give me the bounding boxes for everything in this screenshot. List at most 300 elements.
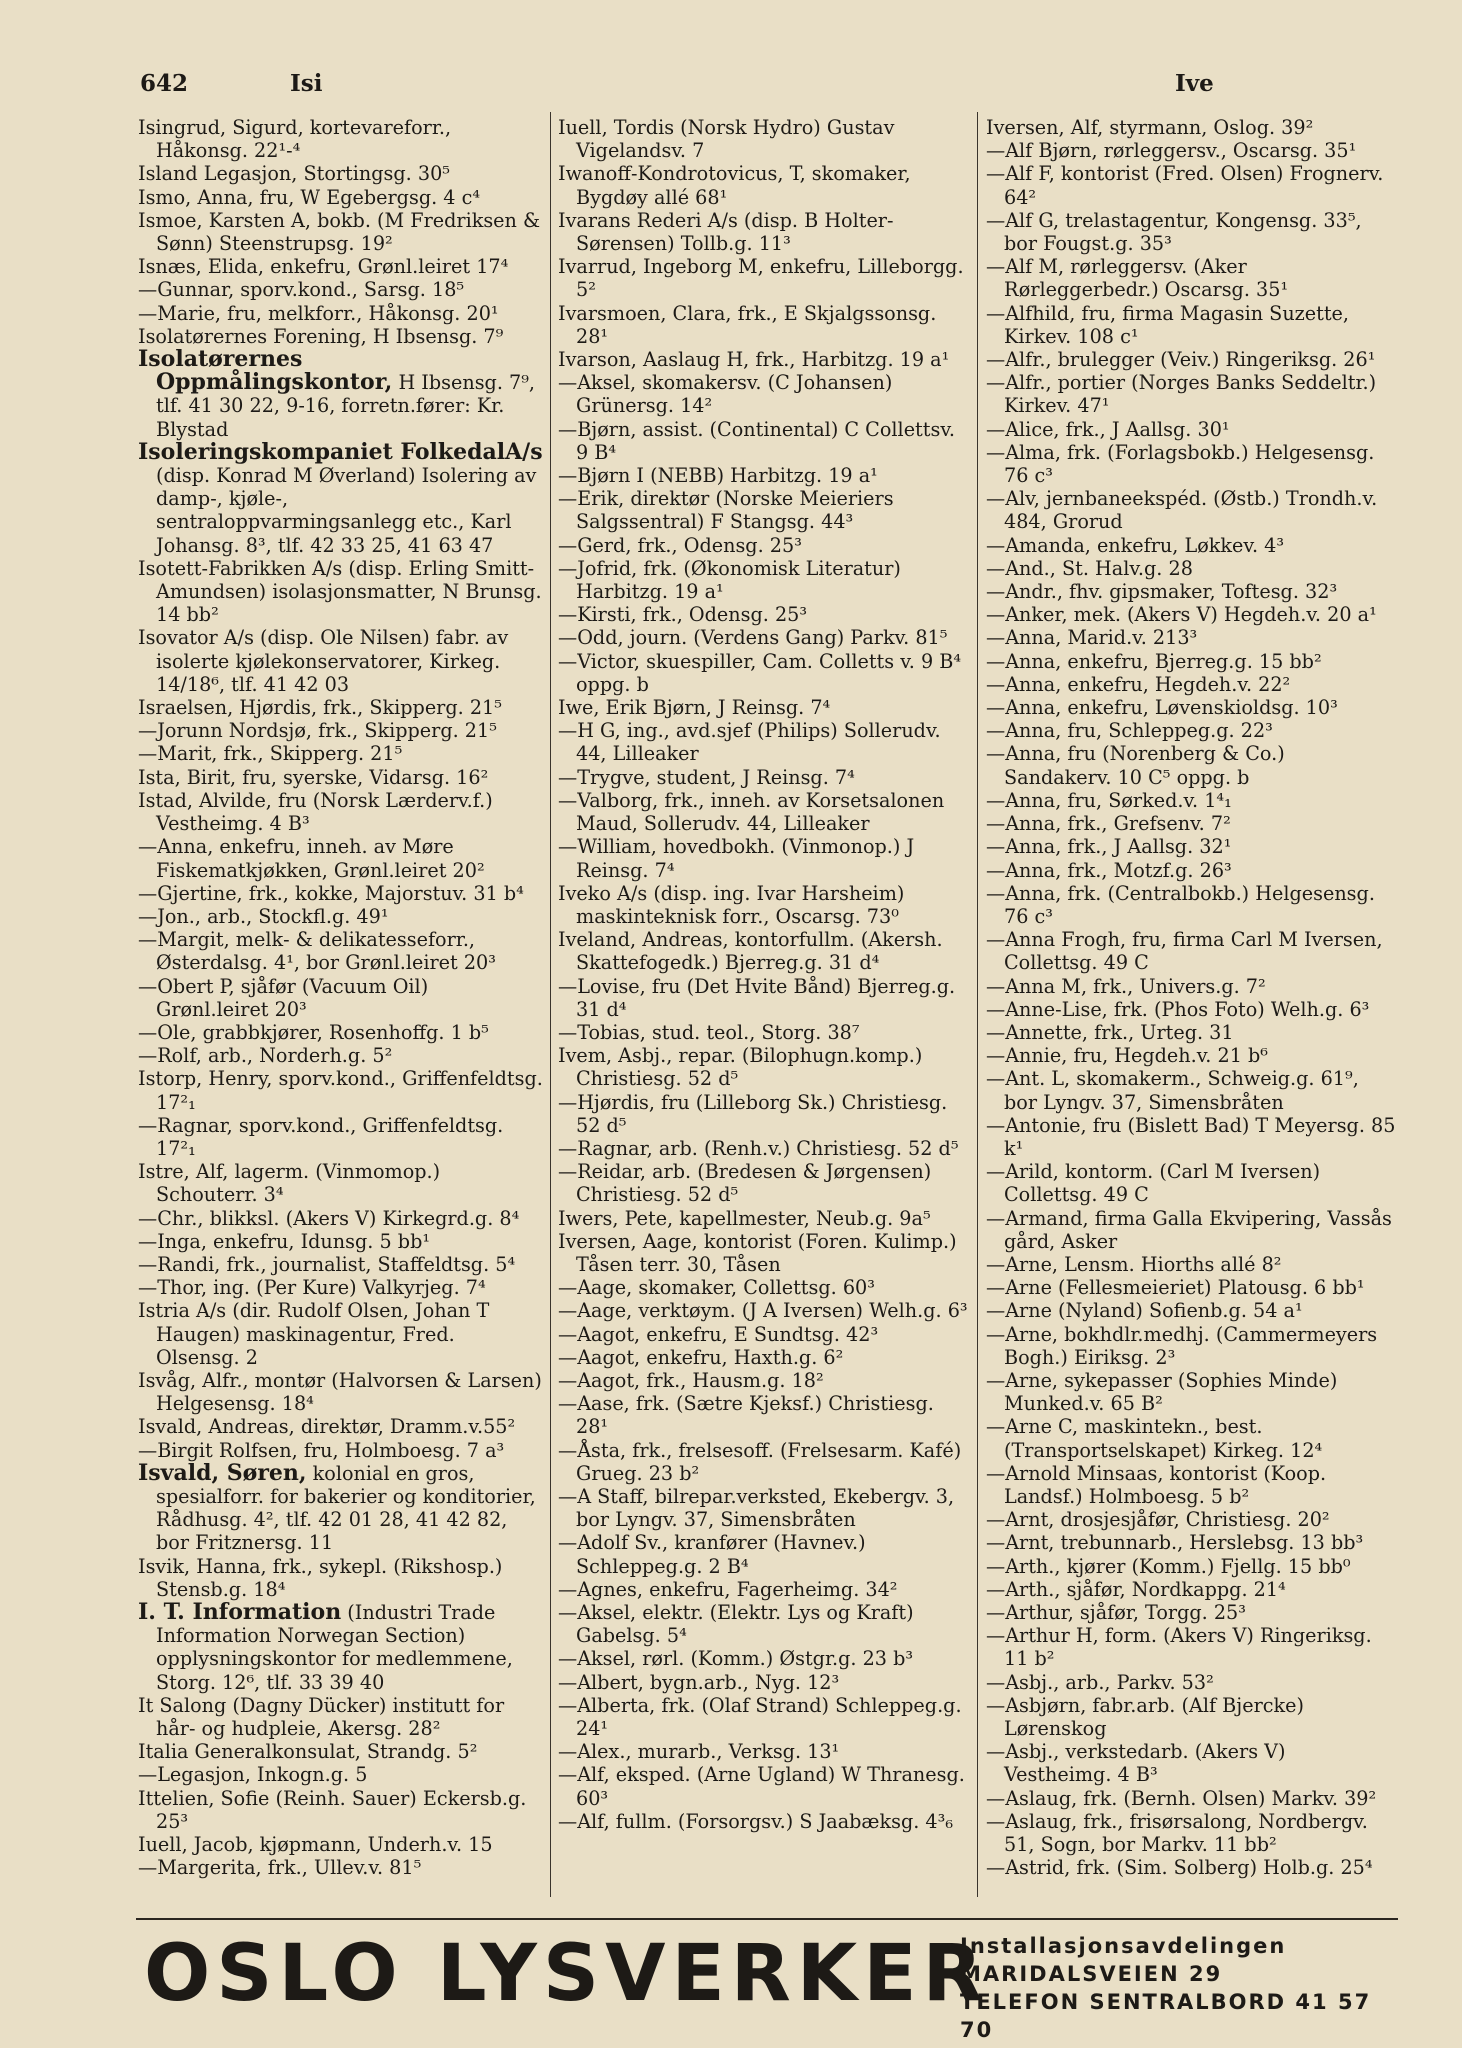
entry-text: —Aage, skomaker, Collettsg. 60³	[558, 1276, 875, 1300]
directory-entry	[558, 1276, 970, 1299]
directory-entry	[138, 348, 544, 441]
entry-text: —Anna, frk., J Aallsg. 32¹	[986, 835, 1232, 859]
directory-entry	[986, 998, 1396, 1021]
entry-text: —Anna, enkefru, Løvenskioldsg. 10³	[986, 696, 1338, 720]
directory-entry	[558, 1392, 970, 1438]
directory-entry	[558, 1647, 970, 1670]
directory-entry	[986, 1369, 1396, 1415]
entry-text: —Arth., kjører (Komm.) Fjellg. 15 bb⁰	[986, 1554, 1351, 1578]
directory-entry	[558, 835, 970, 881]
entry-text: Island Legasjon, Stortingsg. 30⁵	[138, 162, 450, 186]
directory-entry	[558, 371, 970, 417]
column-2	[558, 116, 970, 1896]
directory-entry	[558, 534, 970, 557]
entry-text: —Aslaug, frk., frisørsalong, Nordbergv. 51, Sogn, bor Markv. 11 bb²	[986, 1809, 1368, 1857]
directory-entry	[558, 464, 970, 487]
directory-entry	[986, 1601, 1396, 1624]
entry-text: —Tobias, stud. teol., Storg. 38⁷	[558, 1020, 860, 1044]
entry-text: Isvåg, Alfr., montør (Halvorsen & Larsen) Helgesensg. 18⁴	[138, 1368, 542, 1416]
entry-text: —Alberta, frk. (Olaf Strand) Schleppeg.g. 24¹	[558, 1693, 962, 1741]
directory-entry	[986, 1299, 1396, 1322]
entry-text: —Thor, ing. (Per Kure) Valkyrjeg. 7⁴	[138, 1276, 486, 1300]
directory-entry	[986, 812, 1396, 835]
directory-entry	[558, 1160, 970, 1206]
entry-text: Isotett‐Fabrikken A/s (disp. Erling Smitt‐Amundsen) isolasjonsmatter, N Brunsg. 14 bb²	[138, 556, 542, 627]
entry-text: —Aase, frk. (Sætre Kjeksf.) Christiesg. 28¹	[558, 1392, 934, 1439]
directory-entry	[986, 835, 1396, 858]
entry-text: —Jorunn Nordsjø, frk., Skipperg. 21⁵	[138, 719, 497, 743]
page-number: 642	[140, 70, 189, 97]
entry-text: —Aksel, rørl. (Komm.) Østgr.g. 23 b³	[558, 1647, 914, 1671]
entry-text: —Randi, frk., journalist, Staffeldtsg. 5⁴	[138, 1252, 516, 1276]
entry-text: —Albert, bygn.arb., Nyg. 12³	[558, 1670, 840, 1694]
entry-text: Iveland, Andreas, kontorfullm. (Akersh. Skattefogedk.) Bjerreg.g. 31 d⁴	[558, 928, 943, 975]
directory-entry	[558, 975, 970, 1021]
entry-text: Ivem, Asbj., repar. (Bilophugn.komp.) Christiesg. 52 d⁵	[558, 1044, 923, 1091]
directory-entry	[138, 1160, 544, 1206]
entry-text: —Ragnar, sporv.kond., Griffenfeldtsg. 17²₁	[138, 1113, 504, 1160]
entry-text: —Obert P, sjåfør (Vacuum Oil) Grønl.leiret 20³	[138, 974, 429, 1021]
directory-entry	[558, 789, 970, 835]
entry-text: —Aagot, enkefru, Haxth.g. 6²	[558, 1345, 844, 1369]
directory-entry	[558, 1230, 970, 1276]
entry-text: —Arne, bokhdlr.medhj. (Cammermeyers Bogh.) Eiriksg. 2³	[986, 1322, 1378, 1369]
entry-text: Isnæs, Elida, enkefru, Grønl.leiret 17⁴	[138, 255, 509, 279]
entry-text: —Ole, grabbkjører, Rosenhoffg. 1 b⁵	[138, 1020, 489, 1044]
entry-text: Ista, Birit, fru, syerske, Vidarsg. 16²	[138, 765, 489, 789]
entry-text: —Aagot, frk., Hausm.g. 18²	[558, 1368, 824, 1392]
directory-entry	[558, 1763, 970, 1809]
directory-entry	[138, 1114, 544, 1160]
directory-entry	[986, 975, 1396, 998]
directory-entry	[138, 1369, 544, 1415]
directory-entry	[138, 1555, 544, 1601]
entry-text: —Arthur, sjåfør, Torgg. 25³	[986, 1601, 1246, 1624]
directory-entry	[138, 626, 544, 696]
directory-entry	[558, 626, 970, 649]
ad-contact-block	[960, 1932, 1400, 2044]
directory-entry	[558, 1091, 970, 1137]
right-guide-word: Ive	[1175, 70, 1214, 97]
directory-entry	[986, 1044, 1396, 1067]
entry-text: —Bjørn I (NEBB) Harbitzg. 19 a¹	[558, 464, 878, 488]
entry-text: —Jon., arb., Stockfl.g. 49¹	[138, 904, 389, 928]
entry-text: —Marie, fru, melkforr., Håkonsg. 20¹	[138, 301, 499, 325]
directory-entry	[558, 1671, 970, 1694]
entry-text: Ivarson, Aaslaug H, frk., Harbitzg. 19 a¹	[558, 348, 950, 372]
directory-entry	[558, 1740, 970, 1763]
directory-entry	[986, 1253, 1396, 1276]
directory-entry	[138, 1787, 544, 1833]
entry-text: —Anna, frk., Motzf.g. 26³	[986, 858, 1232, 882]
directory-entry	[558, 1346, 970, 1369]
entry-text: —Alfr., brulegger (Veiv.) Ringeriksg. 26¹	[986, 348, 1376, 372]
advertisement-banner	[136, 1918, 1398, 2042]
directory-entry	[138, 255, 544, 278]
directory-entry	[986, 1276, 1396, 1299]
directory-entry	[558, 1299, 970, 1322]
directory-entry	[986, 1067, 1396, 1113]
entry-text: Isvald, Andreas, direktør, Dramm.v.55²	[138, 1415, 516, 1439]
entry-text: —Alfr., portier (Norges Banks Seddeltr.) Kirkev. 47¹	[986, 371, 1377, 418]
entry-text: Istad, Alvilde, fru (Norsk Lærderv.f.) Vestheimg. 4 B³	[138, 788, 493, 836]
entry-text: —Margit, melk‐ & delikatesseforr., Østerdalsg. 4¹, bor Grønl.leiret 20³	[138, 928, 496, 975]
directory-entry	[986, 1810, 1396, 1856]
entry-text: Ittelien, Sofie (Reinh. Sauer) Eckersb.g. 25³	[138, 1786, 527, 1833]
directory-entry	[986, 1531, 1396, 1554]
directory-entry	[986, 418, 1396, 441]
directory-entry	[138, 1763, 544, 1786]
directory-entry	[986, 1207, 1396, 1253]
directory-entry	[986, 1624, 1396, 1670]
directory-entry	[986, 859, 1396, 882]
entry-text: —Annette, frk., Urteg. 31	[986, 1020, 1234, 1044]
entry-text: —Aage, verktøym. (J A Iversen) Welh.g. 6³	[558, 1299, 968, 1323]
entry-text: Isvik, Hanna, frk., sykepl. (Rikshosp.) Stensb.g. 18⁴	[138, 1554, 503, 1601]
entry-text: —And., St. Halv.g. 28	[986, 556, 1193, 580]
entry-text: —Andr., fhv. gipsmaker, Toftesg. 32³	[986, 580, 1338, 604]
entry-text: —Adolf Sv., kranfører (Havnev.) Schleppeg.g. 2 B⁴	[558, 1531, 866, 1578]
entry-text: —Anna M, frk., Univers.g. 7²	[986, 974, 1266, 998]
entry-text: —Arnt, drosjesjåfør, Christiesg. 20²	[986, 1508, 1330, 1532]
directory-entry	[558, 1810, 970, 1833]
entry-text: —Hjørdis, fru (Lilleborg Sk.) Christiesg. 52 d⁵	[558, 1090, 948, 1137]
column-3	[986, 116, 1396, 1896]
directory-entry	[558, 302, 970, 348]
directory-entry	[138, 278, 544, 301]
directory-entry	[986, 1671, 1396, 1694]
entry-heading: Isolatørernes Oppmålingskontor,	[138, 346, 393, 396]
column-divider	[550, 112, 551, 1897]
entry-text: Ivarrud, Ingeborg M, enkefru, Lilleborgg. 5²	[558, 255, 964, 302]
entry-text: —Alf, eksped. (Arne Ugland) W Thranesg. 60³	[558, 1763, 965, 1810]
entry-text: —Erik, direktør (Norske Meieriers Salgssentral) F Stangsg. 44³	[558, 487, 894, 534]
directory-entry	[558, 1207, 970, 1230]
entry-text: —Agnes, enkefru, Fagerheimg. 34²	[558, 1577, 898, 1601]
directory-entry	[138, 116, 544, 162]
entry-text: —Antonie, fru (Bislett Bad) T Meyersg. 85 k¹	[986, 1113, 1396, 1160]
entry-text: —Legasjon, Inkogn.g. 5	[138, 1763, 368, 1787]
directory-entry	[986, 928, 1396, 974]
entry-heading: Isvald, Søren,	[138, 1459, 307, 1486]
entry-text: Iwanoff‐Kondrotovicus, T, skomaker, Bygdøy allé 68¹	[558, 162, 911, 209]
entry-text: —Odd, journ. (Verdens Gang) Parkv. 81⁵	[558, 626, 948, 650]
entry-text: —Arne, sykepasser (Sophies Minde) Munked.v. 65 B²	[986, 1368, 1338, 1416]
entry-text: H Ibsensg. 7⁹, tlf. 41 30 22, 9‐16, forretn.fører: Kr. Blystad	[156, 371, 536, 441]
directory-entry	[138, 1276, 544, 1299]
directory-entry	[138, 766, 544, 789]
directory-entry	[138, 789, 544, 835]
entry-text: —Chr., blikksl. (Akers V) Kirkegrd.g. 8⁴	[138, 1206, 520, 1230]
entry-text: —Anna, Marid.v. 213³	[986, 626, 1198, 650]
entry-text: Isingrud, Sigurd, kortevareforr., Håkonsg. 22¹‐⁴	[138, 116, 452, 163]
entry-text: —Gjertine, frk., kokke, Majorstuv. 31 b⁴	[138, 881, 524, 905]
directory-entry	[138, 162, 544, 185]
entry-text: —Arne, Lensm. Hiorths allé 8²	[986, 1252, 1282, 1276]
directory-entry	[138, 1439, 544, 1462]
directory-entry	[558, 603, 970, 626]
entry-text: —Asbj., verkstedarb. (Akers V) Vestheimg. 4 B³	[986, 1740, 1286, 1787]
directory-entry	[138, 1299, 544, 1369]
directory-entry	[986, 139, 1396, 162]
ad-department: Installasjonsavdelingen	[960, 1934, 1287, 1958]
directory-entry	[138, 1253, 544, 1276]
directory-entry	[986, 580, 1396, 603]
entry-text: —Arne (Fellesmeieriet) Platousg. 6 bb¹	[986, 1276, 1365, 1300]
entry-text: —Arnold Minsaas, kontorist (Koop. Landsf.) Holmboesg. 5 b²	[986, 1461, 1327, 1508]
column-1	[138, 116, 544, 1896]
directory-entry	[986, 650, 1396, 673]
directory-entry	[138, 835, 544, 881]
directory-entry	[558, 719, 970, 765]
entry-text: —Alf Bjørn, rørleggersv., Oscarsg. 35¹	[986, 139, 1357, 163]
entry-text: —Anna, fru, Schleppeg.g. 22³	[986, 719, 1273, 743]
directory-entry	[558, 696, 970, 719]
entry-text: —Ragnar, arb. (Renh.v.) Christiesg. 52 d⁵	[558, 1136, 959, 1160]
directory-entry	[986, 1114, 1396, 1160]
entry-text: —Marit, frk., Skipperg. 21⁵	[138, 742, 403, 766]
directory-entry	[138, 209, 544, 255]
entry-text: Istria A/s (dir. Rudolf Olsen, Johan T Haugen) maskinagentur, Fred. Olsensg. 2	[138, 1299, 490, 1369]
entry-text: —Gunnar, sporv.kond., Sarsg. 18⁵	[138, 278, 465, 302]
entry-text: —Margerita, frk., Ullev.v. 81⁵	[138, 1856, 422, 1880]
directory-entry	[986, 534, 1396, 557]
entry-text: —Alf G, trelastagentur, Kongensg. 33⁵, bor Fougst.g. 35³	[986, 208, 1362, 256]
directory-entry	[138, 1856, 544, 1879]
entry-text: —Lovise, fru (Det Hvite Bånd) Bjerreg.g. 31 d⁴	[558, 974, 956, 1021]
directory-entry	[558, 487, 970, 533]
entry-text: Iversen, Aage, kontorist (Foren. Kulimp.) Tåsen terr. 30, Tåsen	[558, 1229, 957, 1276]
directory-entry	[986, 882, 1396, 928]
directory-entry	[986, 302, 1396, 348]
directory-entry	[986, 1508, 1396, 1531]
entry-text: —Asbj., arb., Parkv. 53²	[986, 1670, 1214, 1694]
entry-text: —Anker, mek. (Akers V) Hegdeh.v. 20 a¹	[986, 603, 1377, 627]
directory-entry	[138, 1833, 544, 1856]
directory-entry	[558, 116, 970, 162]
directory-entry	[986, 1578, 1396, 1601]
entry-text: —Aksel, skomakersv. (C Johansen) Grünersg. 14²	[558, 371, 893, 418]
ad-company-name: OSLO LYSVERKER	[144, 1929, 989, 2019]
directory-entry	[558, 162, 970, 208]
entry-text: —Arne C, maskintekn., best. (Transportselskapet) Kirkeg. 12⁴	[986, 1415, 1323, 1462]
entry-text: Isolatørernes Forening, H Ibsensg. 7⁹	[138, 324, 504, 348]
entry-text: —Victor, skuespiller, Cam. Colletts v. 9 B⁴ oppg. b	[558, 649, 962, 696]
entry-text: —Armand, firma Galla Ekvipering, Vassås gård, Asker	[986, 1206, 1392, 1253]
directory-entry	[986, 116, 1396, 139]
entry-text: —Kirsti, frk., Odensg. 25³	[558, 603, 808, 627]
directory-entry	[986, 162, 1396, 208]
entry-text: Ismoe, Karsten A, bokb. (M Fredriksen & Sønn) Steenstrupsg. 19²	[138, 208, 541, 256]
entry-text: —Annie, fru, Hegdeh.v. 21 b⁶	[986, 1044, 1268, 1068]
directory-entry	[558, 1137, 970, 1160]
entry-text: It Salong (Dagny Dücker) institutt for hår‐ og hudpleie, Akersg. 28²	[138, 1693, 505, 1741]
directory-entry	[138, 928, 544, 974]
directory-entry	[138, 742, 544, 765]
directory-entry	[986, 626, 1396, 649]
entry-text: —Anna, frk. (Centralbokb.) Helgesensg. 76 c³	[986, 881, 1375, 928]
entry-text: —Aslaug, frk. (Bernh. Olsen) Markv. 39²	[986, 1786, 1377, 1810]
directory-entry	[986, 441, 1396, 487]
directory-entry	[986, 742, 1396, 788]
directory-entry	[558, 1601, 970, 1647]
entry-text: kolonial en gros, spesialforr. for bakerier og konditorier, Rådhusg. 4², tlf. 42 01 28, 41 42 82, bor Fritznersg. 11	[156, 1461, 536, 1555]
ad-phone: TELEFON SENTRALBORD 41 57 70	[960, 1990, 1372, 2042]
directory-entry	[986, 557, 1396, 580]
entry-text: —William, hovedbokh. (Vinmonop.) J Reinsg. 7⁴	[558, 835, 915, 882]
entry-text: —Jofrid, frk. (Økonomisk Literatur) Harbitzg. 19 a¹	[558, 556, 901, 604]
directory-entry	[986, 1021, 1396, 1044]
directory-entry	[138, 1044, 544, 1067]
directory-entry	[558, 1578, 970, 1601]
directory-entry	[138, 719, 544, 742]
entry-heading: I. T. Information	[138, 1599, 342, 1625]
entry-text: (Industri Trade Information Norwegan Section) opplysningskontor for medlemmene, Storg. 12⁶, tlf. 33 39 40	[156, 1601, 513, 1694]
directory-entry	[986, 487, 1396, 533]
entry-text: —A Staff, bilrepar.verksted, Ekebergv. 3, bor Lyngv. 37, Simensbråten	[558, 1484, 955, 1532]
entry-text: —Rolf, arb., Norderh.g. 5²	[138, 1044, 393, 1068]
directory-entry	[986, 1694, 1396, 1740]
entry-text: —Amanda, enkefru, Løkkev. 4³	[986, 533, 1285, 557]
entry-text: —Reidar, arb. (Bredesen & Jørgensen) Christiesg. 52 d⁵	[558, 1160, 932, 1207]
directory-entry	[138, 302, 544, 325]
directory-entry	[138, 1021, 544, 1044]
entry-text: —Trygve, student, J Reinsg. 7⁴	[558, 765, 855, 789]
directory-entry	[986, 673, 1396, 696]
directory-entry	[986, 1740, 1396, 1786]
entry-text: —Anna, enkefru, inneh. av Møre Fiskematkjøkken, Grønl.leiret 20²	[138, 835, 485, 882]
directory-entry	[986, 1415, 1396, 1461]
column-divider	[977, 112, 978, 1897]
entry-text: —Inga, enkefru, Idunsg. 5 bb¹	[138, 1229, 431, 1253]
entry-text: Isovator A/s (disp. Ole Nilsen) fabr. av isolerte kjølekonservatorer, Kirkeg. 14/18⁶, tlf. 41 42 03	[138, 626, 509, 696]
directory-entry	[986, 696, 1396, 719]
entry-text: Iveko A/s (disp. ing. Ivar Harsheim) maskinteknisk forr., Oscarsg. 73⁰	[558, 881, 905, 928]
entry-text: —Åsta, frk., frelsesoff. (Frelsesarm. Kafé) Grueg. 23 b²	[558, 1438, 962, 1485]
directory-entry	[986, 209, 1396, 255]
directory-entry	[558, 1694, 970, 1740]
entry-text: —Valborg, frk., inneh. av Korsetsalonen Maud, Sollerudv. 44, Lilleaker	[558, 788, 945, 836]
entry-text: —Alf F, kontorist (Fred. Olsen) Frognerv. 64²	[986, 162, 1384, 209]
entry-text: —Arne (Nyland) Sofienb.g. 54 a¹	[986, 1299, 1303, 1323]
entry-text: —Alma, frk. (Forlagsbokb.) Helgesensg. 76 c³	[986, 440, 1375, 488]
entry-text: —Anna, fru, Sørked.v. 1⁴₁	[986, 788, 1232, 812]
directory-entry	[138, 882, 544, 905]
directory-entry	[558, 1439, 970, 1485]
entry-text: Iversen, Alf, styrmann, Oslog. 39²	[986, 116, 1314, 139]
entry-text: Italia Generalkonsulat, Strandg. 5²	[138, 1740, 478, 1764]
directory-entry	[138, 1207, 544, 1230]
directory-entry	[138, 325, 544, 348]
entry-text: —Aagot, enkefru, E Sundtsg. 42³	[558, 1322, 879, 1346]
directory-entry	[986, 1323, 1396, 1369]
directory-entry	[558, 1531, 970, 1577]
entry-text: (disp. Konrad M Øverland) Isolering av damp‐, kjøle‐, sentraloppvarmingsanlegg etc., Karl Johansg. 8³, tlf. 42 33 25, 41 63 47	[156, 464, 537, 557]
directory-entry	[138, 696, 544, 719]
entry-text: —Arthur H, form. (Akers V) Ringeriksg. 11 b²	[986, 1624, 1372, 1671]
entry-text: —Anna, frk., Grefsenv. 7²	[986, 812, 1231, 836]
entry-text: —Alice, frk., J Aallsg. 30¹	[986, 417, 1230, 441]
ad-address: MARIDALSVEIEN 29	[960, 1962, 1223, 1986]
directory-entry	[986, 1856, 1396, 1879]
directory-entry	[138, 186, 544, 209]
directory-entry	[558, 348, 970, 371]
entry-text: —Alv, jernbaneekspéd. (Østb.) Trondh.v. 484, Grorud	[986, 487, 1378, 534]
directory-entry	[558, 209, 970, 255]
directory-entry	[138, 1230, 544, 1253]
directory-entry	[558, 928, 970, 974]
directory-entry	[558, 882, 970, 928]
directory-entry	[558, 557, 970, 603]
entry-text: —Bjørn, assist. (Continental) C Collettsv. 9 B⁴	[558, 417, 955, 464]
entry-text: Iwers, Pete, kapellmester, Neub.g. 9a⁵	[558, 1206, 931, 1230]
entry-text: —Anna, fru (Norenberg & Co.) Sandakerv. 10 C⁵ oppg. b	[986, 742, 1285, 789]
directory-entry	[986, 1555, 1396, 1578]
directory-entry	[558, 650, 970, 696]
directory-entry	[558, 766, 970, 789]
entry-text: Iwe, Erik Bjørn, J Reinsg. 7⁴	[558, 696, 831, 720]
directory-entry	[986, 371, 1396, 417]
directory-entry	[138, 1067, 544, 1113]
directory-entry	[138, 905, 544, 928]
directory-entry	[138, 557, 544, 627]
directory-entry	[138, 1415, 544, 1438]
entry-text: —Arnt, trebunnarb., Herslebsg. 13 bb³	[986, 1531, 1364, 1555]
directory-entry	[558, 418, 970, 464]
left-guide-word: Isi	[290, 70, 323, 97]
directory-entry	[138, 975, 544, 1021]
entry-text: Iuell, Jacob, kjøpmann, Underh.v. 15	[138, 1833, 493, 1857]
entry-text: Iuell, Tordis (Norsk Hydro) Gustav Vigelandsv. 7	[558, 116, 895, 163]
directory-entry	[986, 789, 1396, 812]
directory-entry	[138, 438, 544, 557]
entry-text: —Anna, enkefru, Bjerreg.g. 15 bb²	[986, 649, 1322, 673]
entry-text: —Ant. L, skomakerm., Schweig.g. 61⁹, bor Lyngv. 37, Simensbråten	[986, 1067, 1359, 1114]
entry-text: —Arild, kontorm. (Carl M Iversen) Collettsg. 49 C	[986, 1160, 1321, 1207]
entry-heading: Isoleringskompaniet FolkedalA/s	[138, 438, 543, 465]
entry-text: —Anne‐Lise, frk. (Phos Foto) Welh.g. 6³	[986, 997, 1370, 1021]
directory-entry	[558, 1021, 970, 1044]
entry-text: Istorp, Henry, sporv.kond., Griffenfeldtsg. 17²₁	[138, 1067, 543, 1114]
entry-text: —Gerd, frk., Odensg. 25³	[558, 533, 802, 557]
entry-text: —Alf M, rørleggersv. (Aker Rørleggerbedr.) Oscarsg. 35¹	[986, 255, 1289, 302]
entry-text: Ivarsmoen, Clara, frk., E Skjalgssonsg. 28¹	[558, 301, 937, 348]
entry-text: —Birgit Rolfsen, fru, Holmboesg. 7 a³	[138, 1438, 505, 1462]
entry-text: —Alf, fullm. (Forsorgsv.) S Jaabæksg. 4³₆	[558, 1809, 954, 1833]
directory-entry	[986, 1787, 1396, 1810]
entry-text: —Aksel, elektr. (Elektr. Lys og Kraft) Gabelsg. 5⁴	[558, 1601, 914, 1648]
entry-text: —H G, ing., avd.sjef (Philips) Sollerudv. 44, Lilleaker	[558, 719, 941, 766]
entry-text: —Alex., murarb., Verksg. 13¹	[558, 1740, 840, 1764]
directory-entry	[138, 1601, 544, 1694]
directory-entry	[558, 255, 970, 301]
directory-entry	[558, 1485, 970, 1531]
directory-entry	[986, 348, 1396, 371]
entry-text: Istre, Alf, lagerm. (Vinmomop.) Schouterr. 3⁴	[138, 1160, 441, 1207]
entry-text: —Arth., sjåfør, Nordkappg. 21⁴	[986, 1577, 1286, 1601]
directory-entry	[986, 255, 1396, 301]
directory-entry	[986, 719, 1396, 742]
directory-entry	[986, 1160, 1396, 1206]
entry-text: Ivarans Rederi A/s (disp. B Holter‐Sørensen) Tollb.g. 11³	[558, 208, 894, 256]
directory-entry	[558, 1323, 970, 1346]
entry-text: Ismo, Anna, fru, W Egebergsg. 4 c⁴	[138, 185, 481, 209]
entry-text: —Asbjørn, fabr.arb. (Alf Bjercke) Lørenskog	[986, 1693, 1304, 1741]
directory-entry	[558, 1369, 970, 1392]
entry-text: —Anna, enkefru, Hegdeh.v. 22²	[986, 672, 1291, 696]
directory-entry	[986, 603, 1396, 626]
directory-entry	[138, 1694, 544, 1740]
